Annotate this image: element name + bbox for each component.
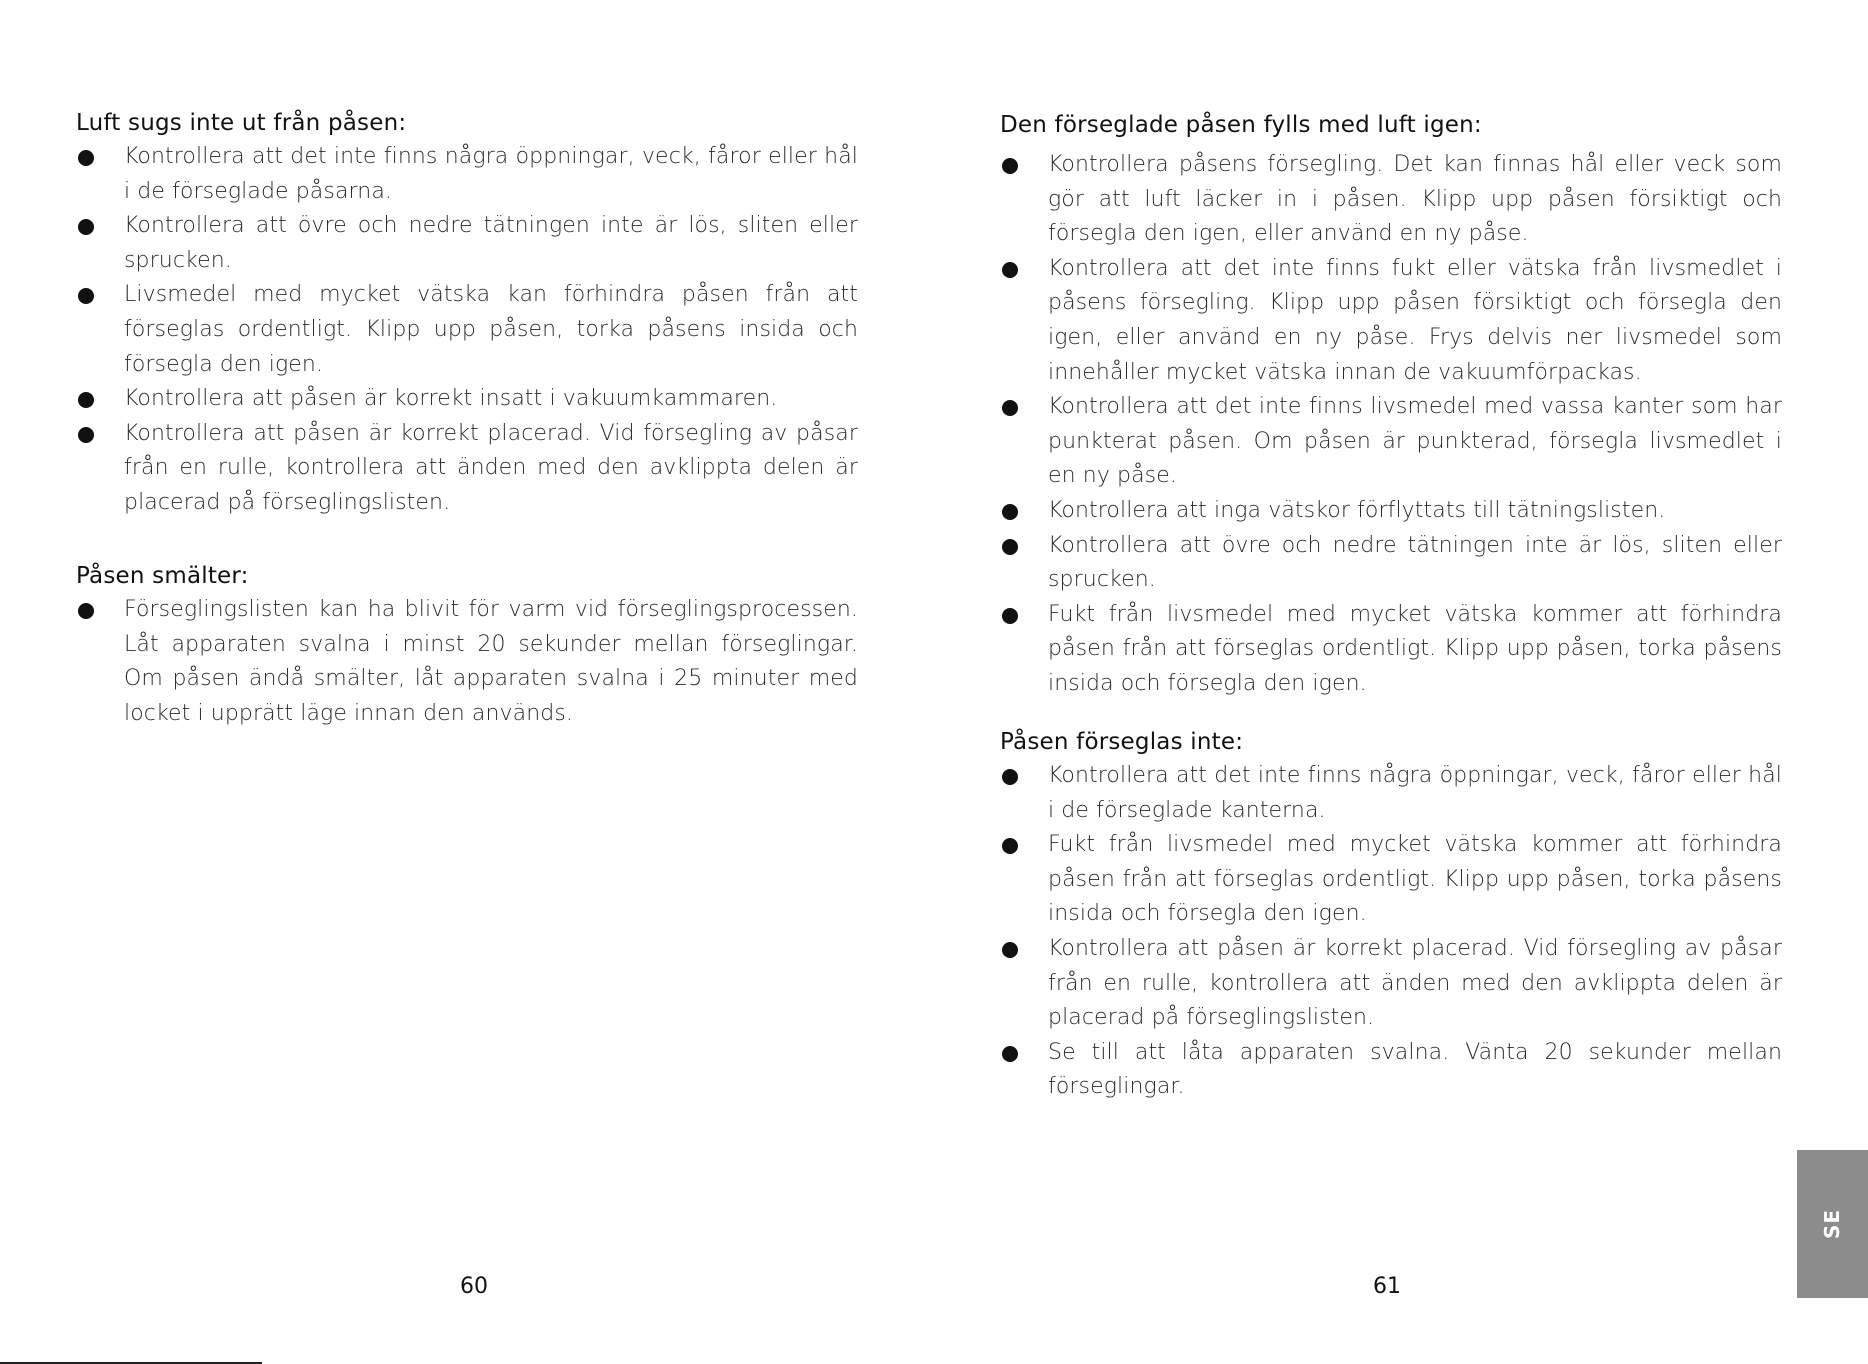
bullet-icon	[1002, 504, 1018, 520]
bullet-icon	[78, 392, 94, 408]
list-item	[76, 382, 858, 417]
list-item	[76, 417, 858, 521]
bullet-icon	[78, 603, 94, 619]
list-item	[1000, 494, 1782, 529]
bullet-icon	[78, 219, 94, 235]
list-item-text: Kontrollera påsens försegling. Det kan finnas hål eller veck som gör att luft läcker in i påsen. Klipp upp påsen försiktigt och försegla den igen, eller använd en ny påse.	[1048, 152, 1782, 247]
section-heading: Den förseglade påsen fylls med luft igen:	[1000, 112, 1482, 138]
bullet-icon	[78, 288, 94, 304]
list-item-text: Kontrollera att övre och nedre tätningen inte är lös, sliten eller sprucken.	[124, 213, 858, 273]
list-item	[76, 209, 858, 278]
bullet-icon	[1002, 838, 1018, 854]
bullet-icon	[1002, 1046, 1018, 1062]
list-item-text: Livsmedel med mycket vätska kan förhindra påsen från att förseglas ordentligt. Klipp upp påsen, torka påsens insida och försegla den igen.	[124, 282, 858, 377]
list-item-text: Kontrollera att påsen är korrekt insatt i vakuumkammaren.	[124, 386, 778, 412]
list-item	[76, 278, 858, 382]
list-item	[1000, 148, 1782, 252]
list-item	[1000, 828, 1782, 932]
list-item	[1000, 1036, 1782, 1105]
section-heading: Påsen förseglas inte:	[1000, 729, 1244, 755]
bullet-icon	[1002, 608, 1018, 624]
list-item-text: Förseglingslisten kan ha blivit för varm vid förseglingsprocessen. Låt apparaten svalna i minst 20 sekunder mellan förseglingar. Om påsen ändå smälter, låt apparaten svalna i 25 minuter med locket i upprätt läge innan den används.	[124, 597, 858, 726]
list-item-text: Kontrollera att det inte finns fukt eller vätska från livsmedlet i påsens försegling. Klipp upp påsen försiktigt och försegla den igen, eller använd en ny påse. Frys delvis ner livsmedel som innehåller mycket vätska innan de vakuumförpackas.	[1048, 255, 1782, 385]
section-heading: Luft sugs inte ut från påsen:	[76, 110, 407, 136]
bullet-icon	[78, 427, 94, 443]
page-number-right: 61	[1373, 1274, 1401, 1299]
section-bag-fills-with-air	[1000, 108, 1782, 702]
list-item	[1000, 598, 1782, 702]
section-air-not-sucked-out	[76, 106, 858, 521]
bullet-list	[1000, 148, 1782, 702]
list-item	[76, 140, 858, 209]
list-item-text: Kontrollera att det inte finns några öppningar, veck, fåror eller hål i de förseglade påsarna.	[124, 144, 858, 204]
bullet-list	[76, 593, 858, 731]
language-tab-label: SE	[1820, 1208, 1845, 1240]
bullet-icon	[78, 150, 94, 166]
list-item-text: Kontrollera att övre och nedre tätningen inte är lös, sliten eller sprucken.	[1048, 532, 1782, 593]
bullet-icon	[1002, 400, 1018, 416]
list-item-text: Kontrollera att påsen är korrekt placerad. Vid försegling av påsar från en rulle, kontrollera att änden med den avklippta delen är placerad på förseglingslisten.	[1048, 935, 1782, 1031]
list-item	[1000, 390, 1782, 494]
list-item-text: Kontrollera att inga vätskor förflyttats till tätningslisten.	[1048, 497, 1666, 523]
bullet-list	[76, 140, 858, 521]
list-item-text: Kontrollera att påsen är korrekt placerad. Vid försegling av påsar från en rulle, kontrollera att änden med den avklippta delen är placerad på förseglingslisten.	[124, 420, 858, 515]
list-item	[1000, 529, 1782, 598]
bullet-icon	[1002, 158, 1018, 174]
list-item	[1000, 932, 1782, 1036]
bullet-icon	[1002, 942, 1018, 958]
section-bag-melts	[76, 559, 858, 731]
bullet-list	[1000, 759, 1782, 1105]
bullet-icon	[1002, 539, 1018, 555]
bullet-icon	[1002, 262, 1018, 278]
bullet-icon	[1002, 769, 1018, 785]
list-item-text: Se till att låta apparaten svalna. Vänta 20 sekunder mellan förseglingar.	[1048, 1039, 1782, 1100]
list-item-text: Fukt från livsmedel med mycket vätska kommer att förhindra påsen från att förseglas ordentligt. Klipp upp påsen, torka påsens insida och försegla den igen.	[1048, 601, 1782, 696]
list-item	[76, 593, 858, 731]
list-item-text: Kontrollera att det inte finns några öppningar, veck, fåror eller hål i de förseglade kanterna.	[1048, 763, 1782, 823]
list-item-text: Fukt från livsmedel med mycket vätska kommer att förhindra påsen från att förseglas ordentligt. Klipp upp påsen, torka påsens insida och försegla den igen.	[1048, 832, 1782, 927]
language-tab	[1797, 1150, 1868, 1298]
list-item	[1000, 759, 1782, 828]
page-number-left: 60	[460, 1274, 488, 1299]
section-heading: Påsen smälter:	[76, 563, 249, 589]
list-item	[1000, 252, 1782, 390]
section-bag-not-sealed	[1000, 725, 1782, 1105]
list-item-text: Kontrollera att det inte finns livsmedel med vassa kanter som har punkterat påsen. Om påsen är punkterad, försegla livsmedlet i en ny påse.	[1048, 394, 1782, 489]
